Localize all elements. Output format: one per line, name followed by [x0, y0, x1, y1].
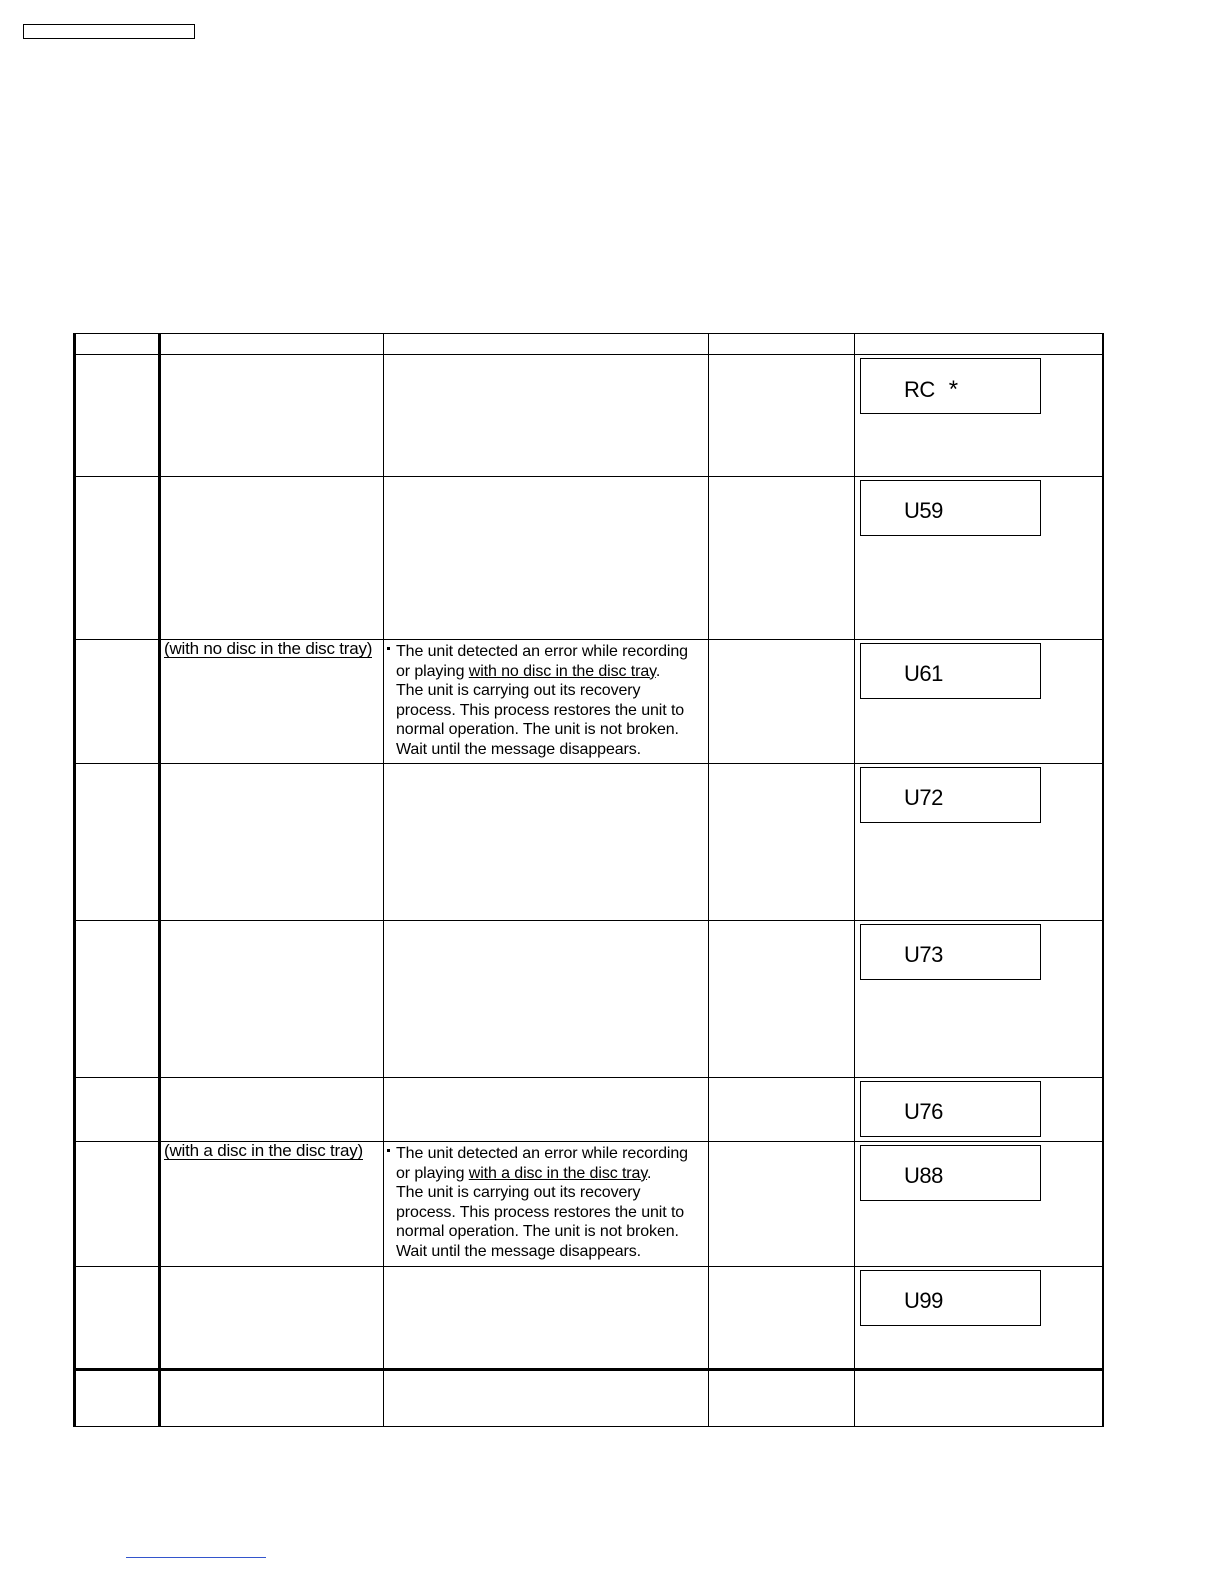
bullet-icon — [387, 647, 390, 650]
table-row — [75, 1267, 1103, 1370]
description-text: The unit detected an error while recording or playing with a disc in the disc tray. The unit is carrying out its recovery process. This process restores the unit to normal operation. The unit is not broken. Wait until the message disappears. — [384, 1142, 708, 1262]
table-row — [75, 477, 1103, 640]
footer-link-underline[interactable] — [126, 1557, 266, 1558]
display-code-box: U73 — [860, 924, 1041, 980]
header-label-box — [23, 24, 195, 39]
header-cell-1 — [75, 334, 160, 355]
description-text: The unit detected an error while recording or playing with no disc in the disc tray. The unit is carrying out its recovery process. This process restores the unit to normal operation. The unit is not broken. Wait until the message disappears. — [384, 640, 708, 760]
display-code-box: U88 — [860, 1145, 1041, 1201]
display-code-box: U61 — [860, 643, 1041, 699]
condition-text: (with a disc in the disc tray) — [164, 1141, 364, 1160]
table-row — [75, 1142, 1103, 1267]
display-code-box: RC * — [860, 358, 1041, 414]
bullet-icon — [387, 1149, 390, 1152]
display-code-box: U76 — [860, 1081, 1041, 1137]
display-code-box: U99 — [860, 1270, 1041, 1326]
condition-text: (with no disc in the disc tray) — [164, 639, 373, 658]
header-cell-2 — [160, 334, 384, 355]
header-cell-5 — [855, 334, 1103, 355]
header-cell-4 — [709, 334, 855, 355]
header-cell-3 — [384, 334, 709, 355]
error-code-table — [73, 333, 1104, 1427]
table-row — [75, 921, 1103, 1078]
table-row — [75, 1370, 1103, 1427]
table-row — [75, 1078, 1103, 1142]
table-header-row — [75, 334, 1103, 355]
display-code-box: U72 — [860, 767, 1041, 823]
table-row — [75, 764, 1103, 921]
display-code-box: U59 — [860, 480, 1041, 536]
table-row — [75, 355, 1103, 477]
table-row — [75, 640, 1103, 764]
